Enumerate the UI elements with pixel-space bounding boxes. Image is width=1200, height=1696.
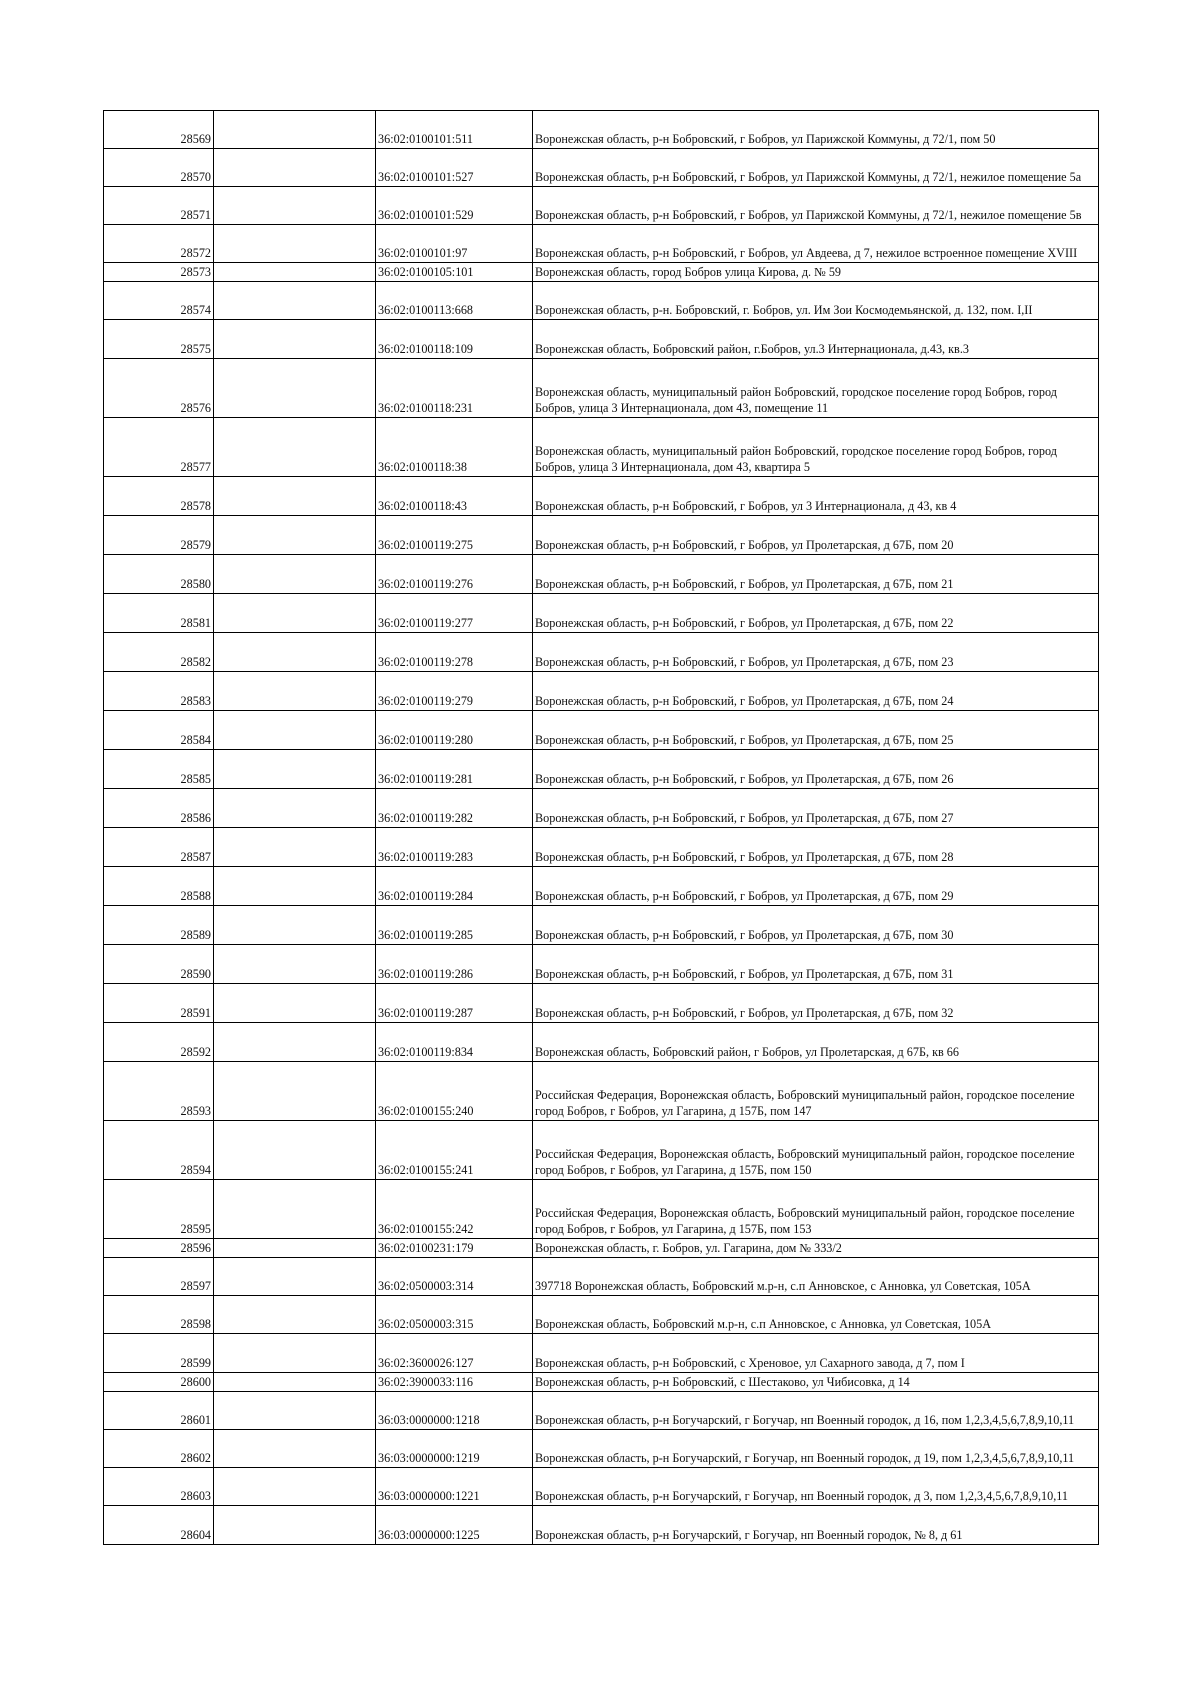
cadastral-number: 36:02:0100118:43: [376, 477, 533, 516]
address: Воронежская область, р-н Бобровский, с Шестаково, ул Чибисовка, д 14: [533, 1373, 1099, 1392]
table-row: [104, 1373, 1099, 1392]
address: Воронежская область, р-н Бобровский, г Бобров, ул Пролетарская, д 67Б, пом 26: [533, 750, 1099, 789]
row-number: 28571: [104, 187, 214, 225]
empty-cell: [214, 750, 376, 789]
table-row: [104, 711, 1099, 750]
cadastral-number: 36:02:0100119:276: [376, 555, 533, 594]
empty-cell: [214, 418, 376, 477]
table-row: [104, 594, 1099, 633]
table-row: [104, 1062, 1099, 1121]
cadastral-number: 36:02:0100119:281: [376, 750, 533, 789]
cadastral-number: 36:02:0100101:527: [376, 149, 533, 187]
empty-cell: [214, 867, 376, 906]
row-number: 28594: [104, 1121, 214, 1180]
empty-cell: [214, 1258, 376, 1296]
table-row: [104, 1392, 1099, 1430]
table-row: [104, 789, 1099, 828]
empty-cell: [214, 1239, 376, 1258]
address: Воронежская область, р-н Бобровский, г Бобров, ул Пролетарская, д 67Б, пом 31: [533, 945, 1099, 984]
empty-cell: [214, 1334, 376, 1373]
table-row: [104, 633, 1099, 672]
table-row: [104, 1334, 1099, 1373]
cadastral-number: 36:02:0100119:283: [376, 828, 533, 867]
table-row: [104, 149, 1099, 187]
cadastral-number: 36:02:3600026:127: [376, 1334, 533, 1373]
row-number: 28585: [104, 750, 214, 789]
cadastral-number: 36:02:0100119:275: [376, 516, 533, 555]
address: Российская Федерация, Воронежская область, Бобровский муниципальный район, городское поселение город Бобров, г Бобров, ул Гагарина, д 157Б, пом 150: [533, 1121, 1099, 1180]
row-number: 28575: [104, 320, 214, 359]
address: Воронежская область, Бобровский м.р-н, с.п Анновское, с Анновка, ул Советская, 105А: [533, 1296, 1099, 1334]
cadastral-number: 36:02:0100101:97: [376, 225, 533, 263]
cadastral-number: 36:02:0100155:241: [376, 1121, 533, 1180]
empty-cell: [214, 1121, 376, 1180]
table-row: [104, 828, 1099, 867]
row-number: 28573: [104, 263, 214, 282]
row-number: 28598: [104, 1296, 214, 1334]
empty-cell: [214, 1023, 376, 1062]
cadastral-number: 36:02:3900033:116: [376, 1373, 533, 1392]
table-row: [104, 418, 1099, 477]
cadastral-number: 36:02:0100119:278: [376, 633, 533, 672]
empty-cell: [214, 906, 376, 945]
address: Воронежская область, р-н Богучарский, г Богучар, нп Военный городок, д 19, пом 1,2,3,4,5,6,7,8,9,10,11: [533, 1430, 1099, 1468]
address: Воронежская область, р-н Бобровский, г Бобров, ул 3 Интернационала, д 43, кв 4: [533, 477, 1099, 516]
cadastral-number: 36:02:0100119:285: [376, 906, 533, 945]
table-row: [104, 477, 1099, 516]
empty-cell: [214, 477, 376, 516]
address: Воронежская область, р-н Бобровский, г Бобров, ул Пролетарская, д 67Б, пом 32: [533, 984, 1099, 1023]
cadastral-number: 36:03:0000000:1225: [376, 1506, 533, 1545]
address: Воронежская область, р-н Бобровский, г Бобров, ул Пролетарская, д 67Б, пом 20: [533, 516, 1099, 555]
address: Воронежская область, р-н Бобровский, г Бобров, ул Пролетарская, д 67Б, пом 29: [533, 867, 1099, 906]
registry-table: [103, 110, 1099, 1545]
row-number: 28583: [104, 672, 214, 711]
table-row: [104, 263, 1099, 282]
row-number: 28577: [104, 418, 214, 477]
row-number: 28600: [104, 1373, 214, 1392]
table-row: [104, 187, 1099, 225]
table-row: [104, 1180, 1099, 1239]
cadastral-number: 36:02:0100118:231: [376, 359, 533, 418]
table-row: [104, 111, 1099, 149]
empty-cell: [214, 1468, 376, 1506]
cadastral-number: 36:03:0000000:1218: [376, 1392, 533, 1430]
address: Воронежская область, р-н Бобровский, г Бобров, ул Пролетарская, д 67Б, пом 28: [533, 828, 1099, 867]
empty-cell: [214, 1180, 376, 1239]
row-number: 28591: [104, 984, 214, 1023]
address: Воронежская область, р-н Бобровский, г Бобров, ул Пролетарская, д 67Б, пом 27: [533, 789, 1099, 828]
cadastral-number: 36:02:0100119:277: [376, 594, 533, 633]
address: Воронежская область, р-н Бобровский, г Бобров, ул Парижской Коммуны, д 72/1, нежилое помещение 5в: [533, 187, 1099, 225]
empty-cell: [214, 263, 376, 282]
address: Воронежская область, Бобровский район, г Бобров, ул Пролетарская, д 67Б, кв 66: [533, 1023, 1099, 1062]
address: Воронежская область, р-н. Бобровский, г. Бобров, ул. Им Зои Космодемьянской, д. 132, пом. I,II: [533, 282, 1099, 320]
empty-cell: [214, 1296, 376, 1334]
row-number: 28592: [104, 1023, 214, 1062]
address: Российская Федерация, Воронежская область, Бобровский муниципальный район, городское поселение город Бобров, г Бобров, ул Гагарина, д 157Б, пом 147: [533, 1062, 1099, 1121]
address: Воронежская область, Бобровский район, г.Бобров, ул.3 Интернационала, д.43, кв.3: [533, 320, 1099, 359]
address: Воронежская область, р-н Богучарский, г Богучар, нп Военный городок, № 8, д 61: [533, 1506, 1099, 1545]
address: Воронежская область, р-н Бобровский, г Бобров, ул Пролетарская, д 67Б, пом 23: [533, 633, 1099, 672]
table-row: [104, 984, 1099, 1023]
address: Воронежская область, р-н Бобровский, с Хреновое, ул Сахарного завода, д 7, пом I: [533, 1334, 1099, 1373]
cadastral-number: 36:02:0100119:280: [376, 711, 533, 750]
cadastral-number: 36:02:0100119:834: [376, 1023, 533, 1062]
row-number: 28595: [104, 1180, 214, 1239]
empty-cell: [214, 711, 376, 750]
address: Воронежская область, р-н Богучарский, г Богучар, нп Военный городок, д 3, пом 1,2,3,4,5,6,7,8,9,10,11: [533, 1468, 1099, 1506]
empty-cell: [214, 594, 376, 633]
table-row: [104, 750, 1099, 789]
address: Российская Федерация, Воронежская область, Бобровский муниципальный район, городское поселение город Бобров, г Бобров, ул Гагарина, д 157Б, пом 153: [533, 1180, 1099, 1239]
empty-cell: [214, 149, 376, 187]
empty-cell: [214, 111, 376, 149]
row-number: 28601: [104, 1392, 214, 1430]
table-row: [104, 945, 1099, 984]
empty-cell: [214, 1392, 376, 1430]
cadastral-number: 36:03:0000000:1221: [376, 1468, 533, 1506]
address: Воронежская область, р-н Бобровский, г Бобров, ул Пролетарская, д 67Б, пом 24: [533, 672, 1099, 711]
address: Воронежская область, р-н Богучарский, г Богучар, нп Военный городок, д 16, пом 1,2,3,4,5,6,7,8,9,10,11: [533, 1392, 1099, 1430]
row-number: 28587: [104, 828, 214, 867]
cadastral-number: 36:02:0100231:179: [376, 1239, 533, 1258]
table-row: [104, 1430, 1099, 1468]
row-number: 28574: [104, 282, 214, 320]
row-number: 28570: [104, 149, 214, 187]
row-number: 28602: [104, 1430, 214, 1468]
table-row: [104, 867, 1099, 906]
cadastral-number: 36:02:0500003:314: [376, 1258, 533, 1296]
row-number: 28593: [104, 1062, 214, 1121]
empty-cell: [214, 789, 376, 828]
address: Воронежская область, р-н Бобровский, г Бобров, ул Авдеева, д 7, нежилое встроенное помещение XVIII: [533, 225, 1099, 263]
cadastral-number: 36:03:0000000:1219: [376, 1430, 533, 1468]
address: Воронежская область, р-н Бобровский, г Бобров, ул Пролетарская, д 67Б, пом 22: [533, 594, 1099, 633]
address: Воронежская область, город Бобров улица Кирова, д. № 59: [533, 263, 1099, 282]
table-row: [104, 672, 1099, 711]
row-number: 28582: [104, 633, 214, 672]
row-number: 28586: [104, 789, 214, 828]
row-number: 28597: [104, 1258, 214, 1296]
empty-cell: [214, 945, 376, 984]
row-number: 28578: [104, 477, 214, 516]
table-row: [104, 516, 1099, 555]
empty-cell: [214, 359, 376, 418]
row-number: 28581: [104, 594, 214, 633]
cadastral-number: 36:02:0100118:38: [376, 418, 533, 477]
row-number: 28599: [104, 1334, 214, 1373]
empty-cell: [214, 187, 376, 225]
table-row: [104, 1239, 1099, 1258]
empty-cell: [214, 1506, 376, 1545]
row-number: 28604: [104, 1506, 214, 1545]
table-row: [104, 320, 1099, 359]
address: Воронежская область, муниципальный район Бобровский, городское поселение город Бобров, город Бобров, улица 3 Интернационала, дом 43, квартира 5: [533, 418, 1099, 477]
table-row: [104, 555, 1099, 594]
row-number: 28590: [104, 945, 214, 984]
row-number: 28588: [104, 867, 214, 906]
cadastral-number: 36:02:0100119:286: [376, 945, 533, 984]
row-number: 28603: [104, 1468, 214, 1506]
cadastral-number: 36:02:0100101:529: [376, 187, 533, 225]
table-row: [104, 1296, 1099, 1334]
row-number: 28572: [104, 225, 214, 263]
empty-cell: [214, 516, 376, 555]
cadastral-number: 36:02:0500003:315: [376, 1296, 533, 1334]
address: Воронежская область, г. Бобров, ул. Гагарина, дом № 333/2: [533, 1239, 1099, 1258]
address: Воронежская область, р-н Бобровский, г Бобров, ул Пролетарская, д 67Б, пом 30: [533, 906, 1099, 945]
cadastral-number: 36:02:0100155:240: [376, 1062, 533, 1121]
empty-cell: [214, 828, 376, 867]
row-number: 28584: [104, 711, 214, 750]
table-row: [104, 1506, 1099, 1545]
address: 397718 Воронежская область, Бобровский м.р-н, с.п Анновское, с Анновка, ул Советская, 105А: [533, 1258, 1099, 1296]
table-row: [104, 906, 1099, 945]
empty-cell: [214, 320, 376, 359]
address: Воронежская область, р-н Бобровский, г Бобров, ул Пролетарская, д 67Б, пом 21: [533, 555, 1099, 594]
row-number: 28579: [104, 516, 214, 555]
table-row: [104, 1023, 1099, 1062]
row-number: 28569: [104, 111, 214, 149]
cadastral-number: 36:02:0100118:109: [376, 320, 533, 359]
cadastral-number: 36:02:0100113:668: [376, 282, 533, 320]
cadastral-number: 36:02:0100119:287: [376, 984, 533, 1023]
empty-cell: [214, 633, 376, 672]
table-row: [104, 282, 1099, 320]
row-number: 28576: [104, 359, 214, 418]
empty-cell: [214, 672, 376, 711]
cadastral-number: 36:02:0100119:282: [376, 789, 533, 828]
table-row: [104, 359, 1099, 418]
registry-table-body: [104, 111, 1099, 1545]
empty-cell: [214, 1430, 376, 1468]
empty-cell: [214, 1062, 376, 1121]
empty-cell: [214, 984, 376, 1023]
table-row: [104, 1468, 1099, 1506]
table-row: [104, 225, 1099, 263]
cadastral-number: 36:02:0100101:511: [376, 111, 533, 149]
empty-cell: [214, 555, 376, 594]
row-number: 28580: [104, 555, 214, 594]
row-number: 28589: [104, 906, 214, 945]
cadastral-number: 36:02:0100119:279: [376, 672, 533, 711]
empty-cell: [214, 282, 376, 320]
cadastral-number: 36:02:0100105:101: [376, 263, 533, 282]
row-number: 28596: [104, 1239, 214, 1258]
cadastral-number: 36:02:0100119:284: [376, 867, 533, 906]
empty-cell: [214, 1373, 376, 1392]
table-row: [104, 1258, 1099, 1296]
address: Воронежская область, р-н Бобровский, г Бобров, ул Парижской Коммуны, д 72/1, пом 50: [533, 111, 1099, 149]
address: Воронежская область, р-н Бобровский, г Бобров, ул Парижской Коммуны, д 72/1, нежилое помещение 5а: [533, 149, 1099, 187]
address: Воронежская область, р-н Бобровский, г Бобров, ул Пролетарская, д 67Б, пом 25: [533, 711, 1099, 750]
cadastral-number: 36:02:0100155:242: [376, 1180, 533, 1239]
address: Воронежская область, муниципальный район Бобровский, городское поселение город Бобров, город Бобров, улица 3 Интернационала, дом 43, помещение 11: [533, 359, 1099, 418]
table-row: [104, 1121, 1099, 1180]
empty-cell: [214, 225, 376, 263]
